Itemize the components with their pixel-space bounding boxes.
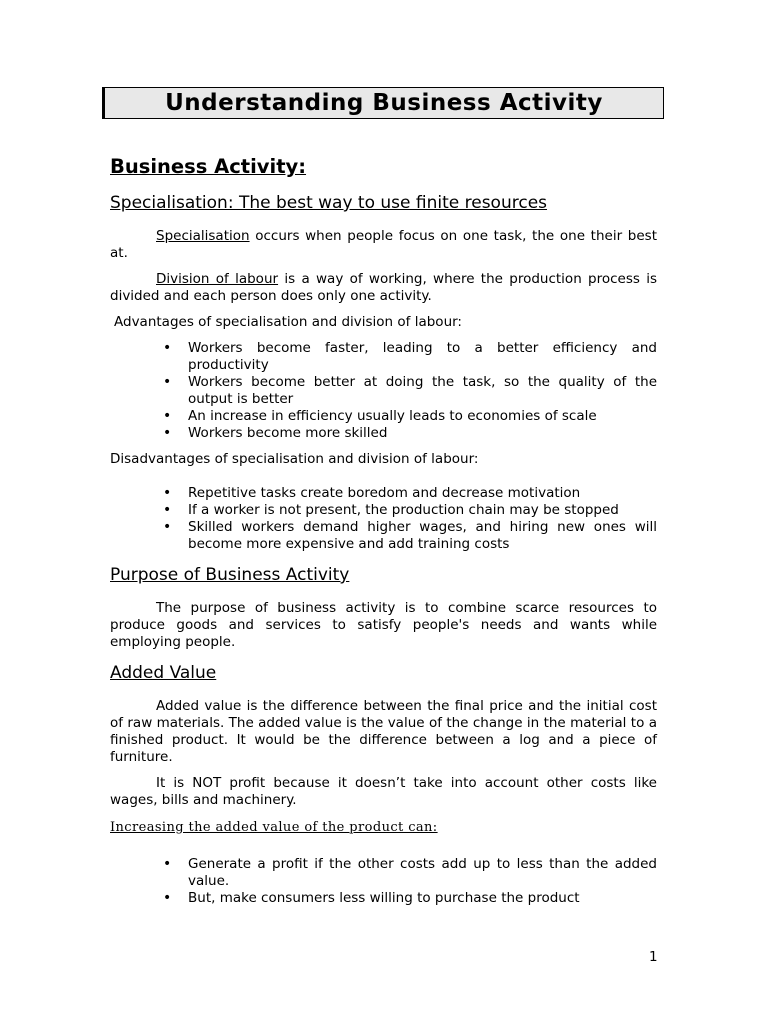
division-of-labour-term: Division of labour	[156, 271, 279, 287]
added-value-not-profit: It is NOT profit because it doesn’t take into account other costs like wages, bills and machinery.	[110, 775, 657, 808]
added-value-definition: Added value is the difference between the final price and the initial cost of raw materials. The added value is the value of the change in the material to a finished product. It would be the difference between a log and a piece of furniture.	[110, 698, 657, 765]
increase-added-value-label: Increasing the added value of the product can:	[110, 820, 438, 835]
list-item: • An increase in efficiency usually leads to economies of scale	[188, 408, 657, 425]
list-item: • Generate a profit if the other costs add up to less than the added value.	[188, 856, 657, 890]
division-of-labour-definition	[110, 271, 657, 305]
page-number: 1	[649, 949, 658, 965]
purpose-heading: Purpose of Business Activity	[110, 565, 350, 585]
added-value-effects-list	[110, 856, 657, 907]
purpose-text: The purpose of business activity is to combine scarce resources to produce goods and services to satisfy people's needs and wants while employing people.	[110, 600, 657, 650]
specialisation-heading: Specialisation: The best way to use finite resources	[110, 193, 548, 213]
specialisation-definition	[110, 228, 657, 262]
advantages-list	[110, 340, 657, 442]
list-item: • Workers become better at doing the task, so the quality of the output is better	[188, 374, 657, 408]
specialisation-definition-text: occurs when people focus on one task, the one their best at.	[110, 228, 657, 261]
list-item: • Skilled workers demand higher wages, and hiring new ones will become more expensive and add training costs	[188, 519, 657, 553]
specialisation-term: Specialisation	[156, 228, 250, 244]
disadvantages-list	[110, 485, 657, 553]
list-item: • Workers become more skilled	[188, 425, 657, 442]
advantages-label: Advantages of specialisation and division of labour:	[114, 314, 462, 330]
section-heading: Business Activity:	[110, 155, 307, 178]
disadvantages-label: Disadvantages of specialisation and division of labour:	[110, 451, 479, 467]
document-body	[110, 150, 657, 916]
list-item: • But, make consumers less willing to purchase the product	[188, 890, 657, 907]
added-value-heading: Added Value	[110, 663, 217, 683]
document-title: Understanding Business Activity	[104, 87, 664, 119]
list-item: • Repetitive tasks create boredom and decrease motivation	[188, 485, 657, 502]
list-item: • If a worker is not present, the production chain may be stopped	[188, 502, 657, 519]
list-item: • Workers become faster, leading to a better efficiency and productivity	[188, 340, 657, 374]
division-of-labour-definition-text: is a way of working, where the production process is divided and each person does only one activity.	[110, 271, 658, 304]
